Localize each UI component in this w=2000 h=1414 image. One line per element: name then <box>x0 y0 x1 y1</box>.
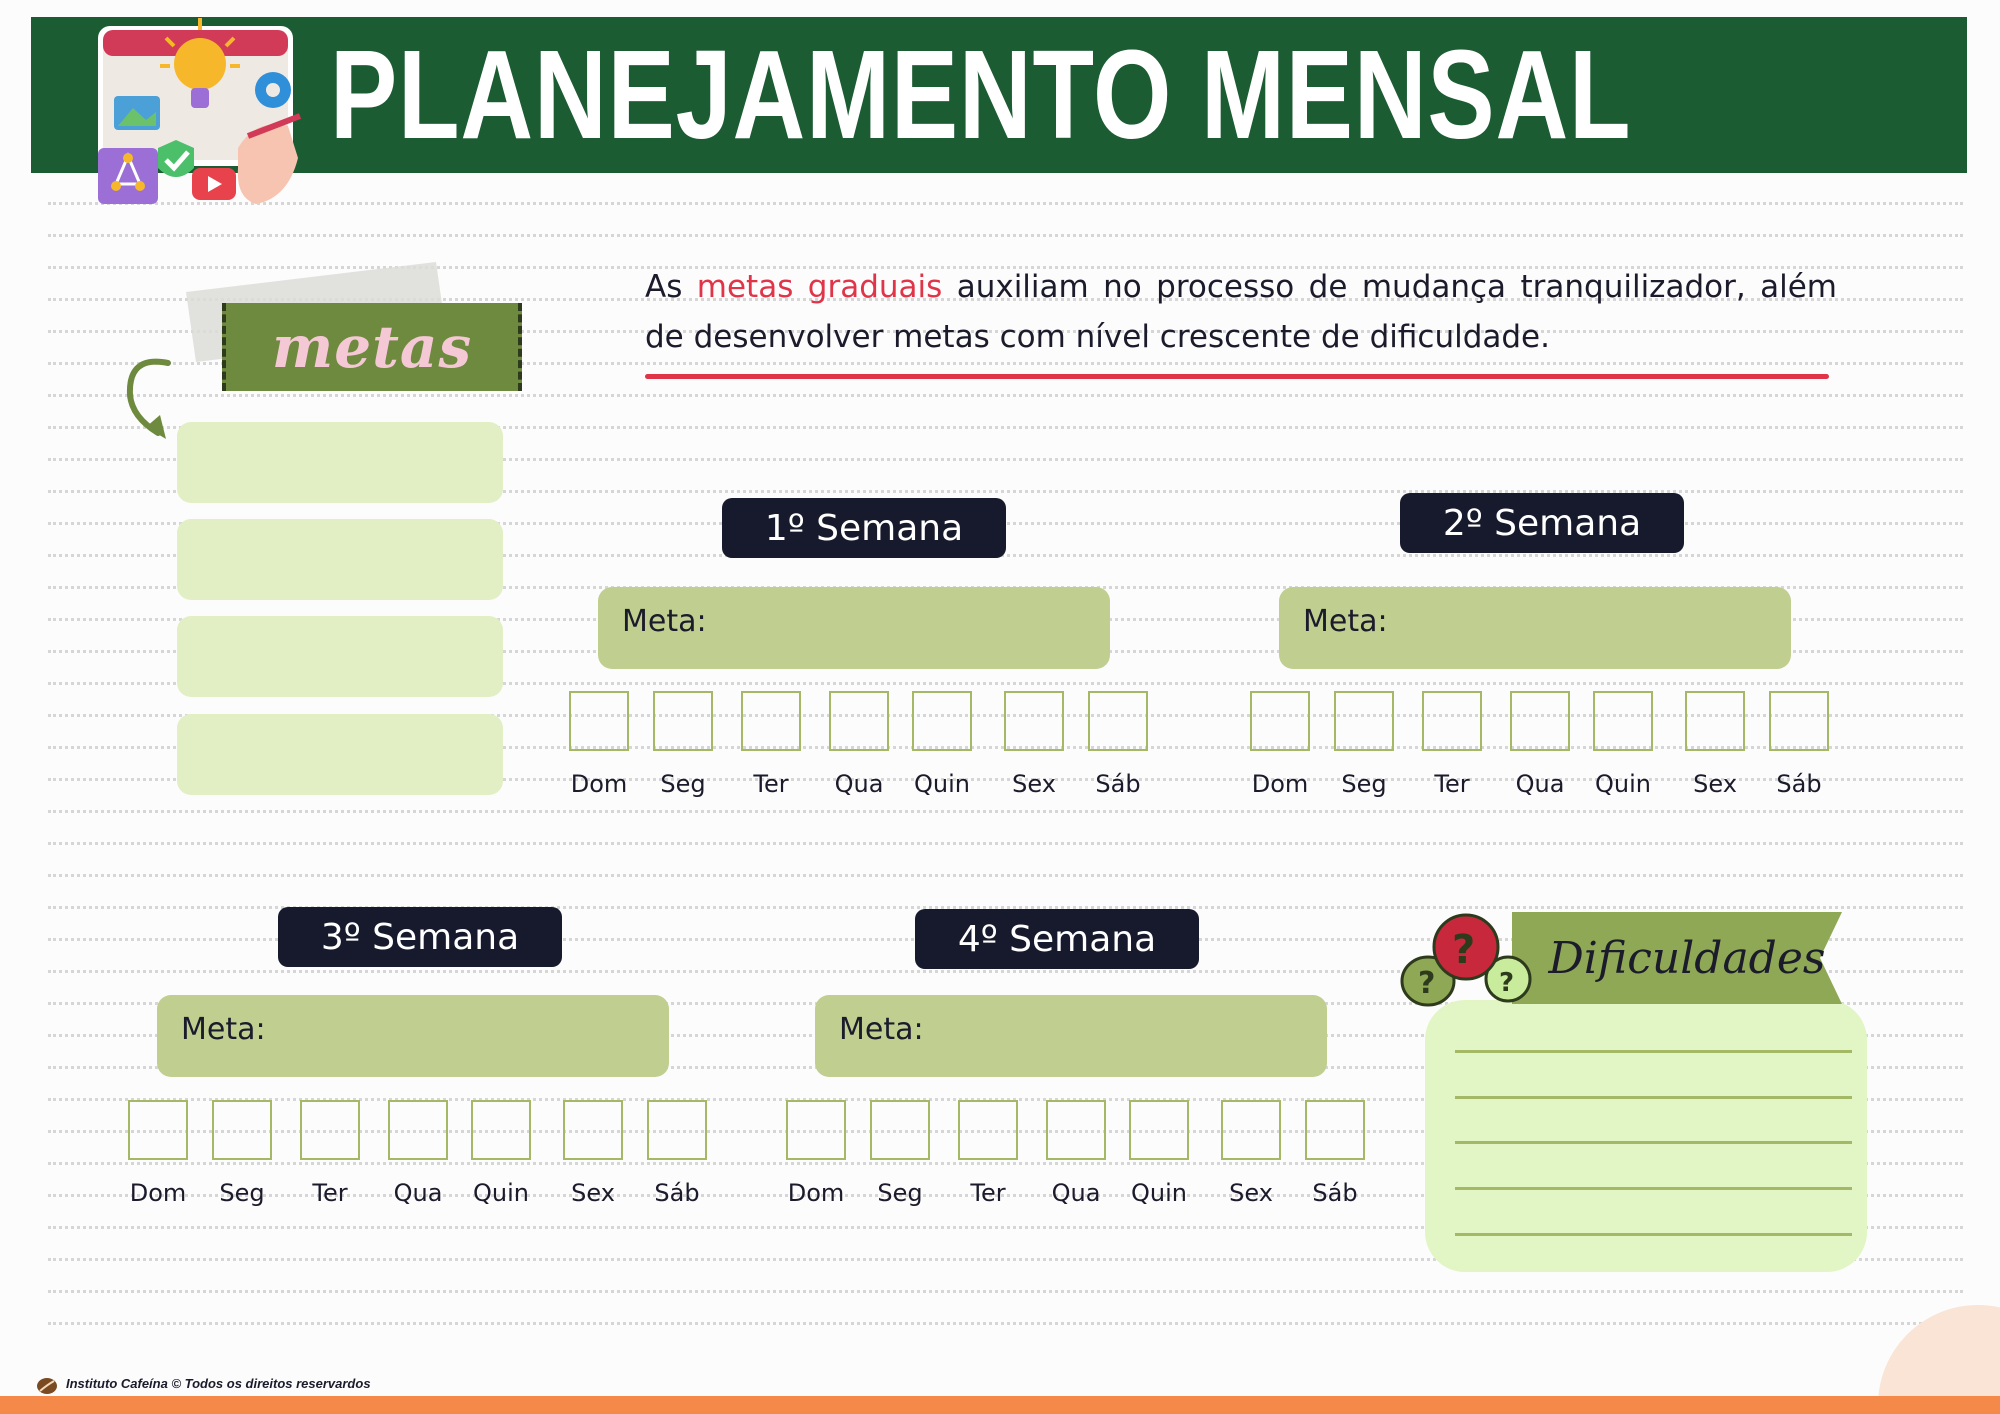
difficulties-panel[interactable] <box>1425 1000 1867 1272</box>
week-3-meta-field[interactable] <box>157 995 669 1077</box>
week-1-title: 1º Semana <box>722 498 1006 558</box>
day-label: Quin <box>1131 1179 1187 1207</box>
week-2-day-checkbox[interactable] <box>1510 691 1570 751</box>
metas-tag-label: metas <box>271 313 473 381</box>
difficulties-line <box>1455 1096 1852 1099</box>
week-4-day-checkbox[interactable] <box>1221 1100 1281 1160</box>
goal-entry-2[interactable] <box>177 519 503 600</box>
week-4-meta-field[interactable] <box>815 995 1327 1077</box>
day-label: Sex <box>1012 770 1056 798</box>
day-label: Quin <box>914 770 970 798</box>
goal-entry-3[interactable] <box>177 616 503 697</box>
goal-entry-1[interactable] <box>177 422 503 503</box>
week-2-meta-label: Meta: <box>1303 604 1388 639</box>
week-3-meta-label: Meta: <box>181 1012 266 1047</box>
week-4-day-checkbox[interactable] <box>958 1100 1018 1160</box>
difficulties-title: Dificuldades <box>1548 932 1826 984</box>
footer-bar <box>0 1396 2000 1414</box>
question-bubbles-icon <box>1392 905 1532 1015</box>
intro-paragraph <box>645 262 1837 362</box>
week-1-day-checkbox[interactable] <box>741 691 801 751</box>
page-title: PLANEJAMENTO MENSAL <box>330 24 1632 165</box>
day-label: Seg <box>877 1179 923 1207</box>
difficulties-line <box>1455 1050 1852 1053</box>
day-label: Ter <box>1434 770 1470 798</box>
footer-copyright: Instituto Cafeína © Todos os direitos reservardos <box>66 1376 371 1391</box>
day-label: Ter <box>312 1179 348 1207</box>
week-1-meta-field[interactable] <box>598 587 1110 669</box>
week-4-day-checkbox[interactable] <box>786 1100 846 1160</box>
day-label: Dom <box>129 1179 187 1207</box>
metas-tag <box>222 303 522 391</box>
day-label: Sáb <box>1095 770 1141 798</box>
day-label: Quin <box>473 1179 529 1207</box>
day-label: Qua <box>1515 770 1565 798</box>
week-1-day-checkbox[interactable] <box>653 691 713 751</box>
day-label: Sex <box>1229 1179 1273 1207</box>
week-1-day-checkbox[interactable] <box>569 691 629 751</box>
difficulties-line <box>1455 1187 1852 1190</box>
day-label: Quin <box>1595 770 1651 798</box>
coffee-bean-icon <box>36 1377 58 1395</box>
week-1-day-checkbox[interactable] <box>1004 691 1064 751</box>
day-label: Qua <box>834 770 884 798</box>
week-1-day-checkbox[interactable] <box>912 691 972 751</box>
day-label: Sex <box>571 1179 615 1207</box>
week-3-day-checkbox[interactable] <box>128 1100 188 1160</box>
day-label: Sex <box>1693 770 1737 798</box>
week-4-day-checkbox[interactable] <box>1129 1100 1189 1160</box>
week-2-day-checkbox[interactable] <box>1250 691 1310 751</box>
week-4-title: 4º Semana <box>915 909 1199 969</box>
week-2-day-checkbox[interactable] <box>1422 691 1482 751</box>
week-3-day-checkbox[interactable] <box>563 1100 623 1160</box>
day-label: Sáb <box>654 1179 700 1207</box>
week-4-day-checkbox[interactable] <box>870 1100 930 1160</box>
week-3-day-checkbox[interactable] <box>388 1100 448 1160</box>
goal-entry-4[interactable] <box>177 714 503 795</box>
day-label: Ter <box>753 770 789 798</box>
day-label: Dom <box>787 1179 845 1207</box>
day-label: Qua <box>1051 1179 1101 1207</box>
week-2-day-checkbox[interactable] <box>1685 691 1745 751</box>
week-1-day-checkbox[interactable] <box>1088 691 1148 751</box>
week-2-meta-field[interactable] <box>1279 587 1791 669</box>
day-label: Dom <box>1251 770 1309 798</box>
week-4-day-checkbox[interactable] <box>1305 1100 1365 1160</box>
day-label: Sáb <box>1312 1179 1358 1207</box>
svg-text:?: ? <box>1452 927 1476 973</box>
week-2-day-checkbox[interactable] <box>1593 691 1653 751</box>
week-1-day-checkbox[interactable] <box>829 691 889 751</box>
week-3-day-checkbox[interactable] <box>647 1100 707 1160</box>
week-3-title: 3º Semana <box>278 907 562 967</box>
week-2-day-checkbox[interactable] <box>1334 691 1394 751</box>
svg-text:?: ? <box>1418 966 1436 1001</box>
day-label: Ter <box>970 1179 1006 1207</box>
difficulties-line <box>1455 1141 1852 1144</box>
week-2-title: 2º Semana <box>1400 493 1684 553</box>
day-label: Seg <box>1341 770 1387 798</box>
intro-text-end: auxiliam no processo de mudança tranquilizador, além de desenvolver metas com nível crescente de dificuldade. <box>645 269 1837 355</box>
svg-text:?: ? <box>1499 968 1515 998</box>
intro-highlight: metas graduais <box>696 269 943 305</box>
week-4-meta-label: Meta: <box>839 1012 924 1047</box>
week-3-day-checkbox[interactable] <box>212 1100 272 1160</box>
week-1-meta-label: Meta: <box>622 604 707 639</box>
intro-underline <box>645 374 1829 379</box>
week-3-day-checkbox[interactable] <box>300 1100 360 1160</box>
day-label: Dom <box>570 770 628 798</box>
intro-text-start: As <box>645 269 697 305</box>
week-2-day-checkbox[interactable] <box>1769 691 1829 751</box>
difficulties-line <box>1455 1233 1852 1236</box>
day-label: Seg <box>219 1179 265 1207</box>
day-label: Sáb <box>1776 770 1822 798</box>
planning-illustration-icon <box>88 8 308 208</box>
week-3-day-checkbox[interactable] <box>471 1100 531 1160</box>
week-4-day-checkbox[interactable] <box>1046 1100 1106 1160</box>
day-label: Seg <box>660 770 706 798</box>
day-label: Qua <box>393 1179 443 1207</box>
